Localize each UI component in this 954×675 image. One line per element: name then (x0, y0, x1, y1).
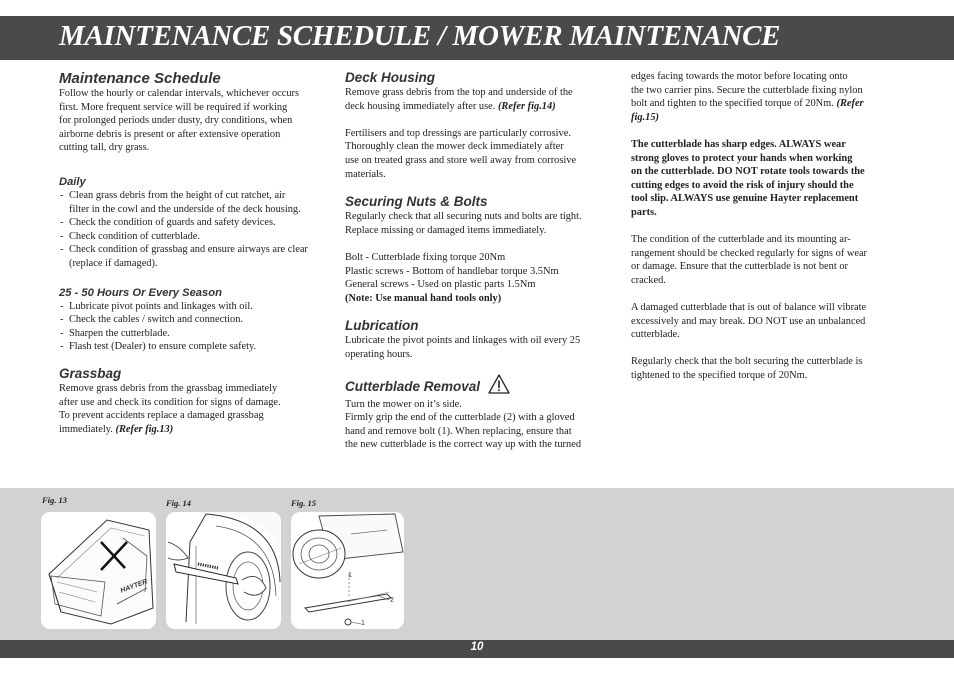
fig14-image (166, 512, 281, 629)
text-line: Plastic screws - Bottom of handlebar torque 3.5Nm (345, 265, 559, 277)
text-line: Remove grass debris from the grassbag immediately (59, 382, 278, 394)
callout-2: 2 (390, 597, 394, 604)
list-item: - Check the cables / switch and connection. (59, 313, 321, 327)
text-line: Follow the hourly or calendar intervals, whichever occurs (59, 88, 300, 99)
title-bar (0, 16, 954, 60)
text-line: cutterblade. (631, 329, 680, 341)
text-line: Lubricate the pivot points and linkages with oil every 25 (345, 335, 581, 347)
hours-list (59, 300, 321, 354)
text-line: the two carrier pins. Secure the cutterblade fixing nylon (631, 84, 863, 96)
fig15-reference-start: (Refer (836, 98, 864, 110)
page-number: 10 (470, 641, 484, 653)
cont-line-3: bolt and tighten to the specified torque of 20Nm. (631, 98, 834, 110)
deck-housing-illustration (166, 512, 281, 629)
text-line: cutting tall, dry grass. (59, 142, 150, 154)
footer-bar (0, 640, 954, 658)
text-line: General screws - Used on plastic parts 1.5Nm (345, 279, 536, 291)
text-line: Regularly check that all securing nuts and bolts are tight. (345, 211, 582, 223)
column-2 (345, 70, 610, 452)
fig15-image (291, 512, 404, 629)
text-line: Fertilisers and top dressings are particularly corrosive. (345, 127, 571, 139)
deck-housing-heading: Deck Housing (345, 70, 436, 85)
text-line: rangement should be checked regularly for signs of wear (631, 247, 868, 259)
maintenance-intro (59, 87, 321, 155)
cutterblade-removal-title: Cutterblade Removal (345, 378, 481, 394)
text-line: airborne debris is present or after extensive operation (59, 128, 281, 140)
cutterblade-illustration (291, 512, 404, 629)
text-line: for prolonged periods under dusty, dry conditions, when (59, 115, 293, 127)
fig13-image (41, 512, 156, 629)
text-line: cracked. (631, 274, 666, 286)
fig13-label: Fig. 13 (42, 495, 68, 505)
text-line: Remove grass debris from the top and underside of the (345, 87, 573, 98)
grassbag-last: immediately. (59, 423, 113, 435)
grassbag-heading: Grassbag (59, 365, 122, 381)
text-line: Thoroughly clean the mower deck immediately after (345, 141, 564, 153)
callout-1: 1 (348, 572, 352, 579)
text-line: first. More frequent service will be required if working (59, 101, 288, 113)
fig14-label: Fig. 14 (166, 498, 192, 508)
text-line (345, 100, 610, 114)
column-1 (59, 70, 321, 436)
warning-triangle-icon (488, 374, 510, 398)
text-line: tool slip. ALWAYS use genuine Hayter replacement (631, 193, 859, 205)
text-line: Turn the mower on it’s side. (345, 398, 462, 410)
deck-line-2: deck housing immediately after use. (345, 100, 496, 112)
text-line: edges facing towards the motor before locating onto (631, 71, 848, 82)
list-item: - Flash test (Dealer) to ensure complete safety. (59, 340, 321, 354)
text-line: The cutterblade has sharp edges. ALWAYS wear (631, 138, 846, 150)
maintenance-schedule-heading: Maintenance Schedule (59, 70, 221, 87)
grassbag-illustration (41, 512, 156, 629)
warning-text (631, 138, 896, 220)
text-line: use on treated grass and store well away from corrosive (345, 154, 577, 166)
lubrication-heading: Lubrication (345, 318, 419, 334)
hours-heading: 25 - 50 Hours Or Every Season (59, 286, 222, 299)
text-line: the new cutterblade is the correct way up with the turned (345, 439, 582, 451)
text-line: hand and remove bolt (1). When replacing, ensure that (345, 425, 572, 437)
text-line: To prevent accidents replace a damaged grassbag (59, 410, 264, 422)
daily-list (59, 189, 321, 271)
text-line: parts. (631, 206, 657, 218)
text-line: or damage. Ensure that the cutterblade is not bent or (631, 261, 848, 273)
column-3 (631, 70, 896, 383)
text-line: Bolt - Cutterblade fixing torque 20Nm (345, 251, 506, 263)
text-line: materials. (345, 168, 386, 180)
text-line: Replace missing or damaged items immediately. (345, 224, 547, 236)
list-item: - Check the condition of guards and safety devices. (59, 216, 321, 230)
text-line: A damaged cutterblade that is out of balance will vibrate (631, 302, 867, 314)
text-line: tightened to the specified torque of 20Nm. (631, 370, 808, 382)
text-line (59, 423, 321, 437)
fig13-reference: (Refer fig.13) (115, 423, 174, 435)
text-line: strong gloves to protect your hands when working (631, 152, 853, 164)
list-item: - Sharpen the cutterblade. (59, 327, 321, 341)
text-line: after use and check its condition for signs of damage. (59, 396, 281, 408)
fig15-reference-end: fig.15) (631, 111, 659, 123)
text-line: cutting edges to avoid the risk of injury should the (631, 179, 854, 191)
securing-nuts-heading: Securing Nuts & Bolts (345, 194, 488, 210)
text-line: The condition of the cutterblade and its mounting ar- (631, 234, 851, 246)
fig15-label: Fig. 15 (291, 498, 317, 508)
daily-heading: Daily (59, 175, 86, 188)
text-line: on the cutterblade. DO NOT rotate tools towards the (631, 166, 865, 178)
text-line: operating hours. (345, 348, 413, 360)
fig14-reference: (Refer fig.14) (497, 100, 556, 112)
text-line: Regularly check that the bolt securing the cutterblade is (631, 356, 863, 368)
text-line (631, 97, 896, 111)
list-item: - Lubricate pivot points and linkages with oil. (59, 300, 321, 314)
list-item: - Check condition of grassbag and ensure airways are clear (replace if damaged). (59, 243, 314, 270)
torque-note: (Note: Use manual hand tools only) (345, 292, 502, 304)
cutterblade-removal-heading (345, 374, 610, 398)
list-item: - Clean grass debris from the height of cut ratchet, air filter in the cowl and the underside of the deck housing. (59, 189, 304, 216)
text-line: excessively and may break. DO NOT use an unbalanced (631, 315, 866, 327)
page-title: MAINTENANCE SCHEDULE / MOWER MAINTENANCE (59, 20, 781, 52)
list-item: - Check condition of cutterblade. (59, 230, 321, 244)
text-line: Firmly grip the end of the cutterblade (2) with a gloved (345, 412, 575, 424)
hayter-brand-label: HAYTER (119, 578, 149, 595)
callout-1-lower: 1 (361, 620, 365, 627)
